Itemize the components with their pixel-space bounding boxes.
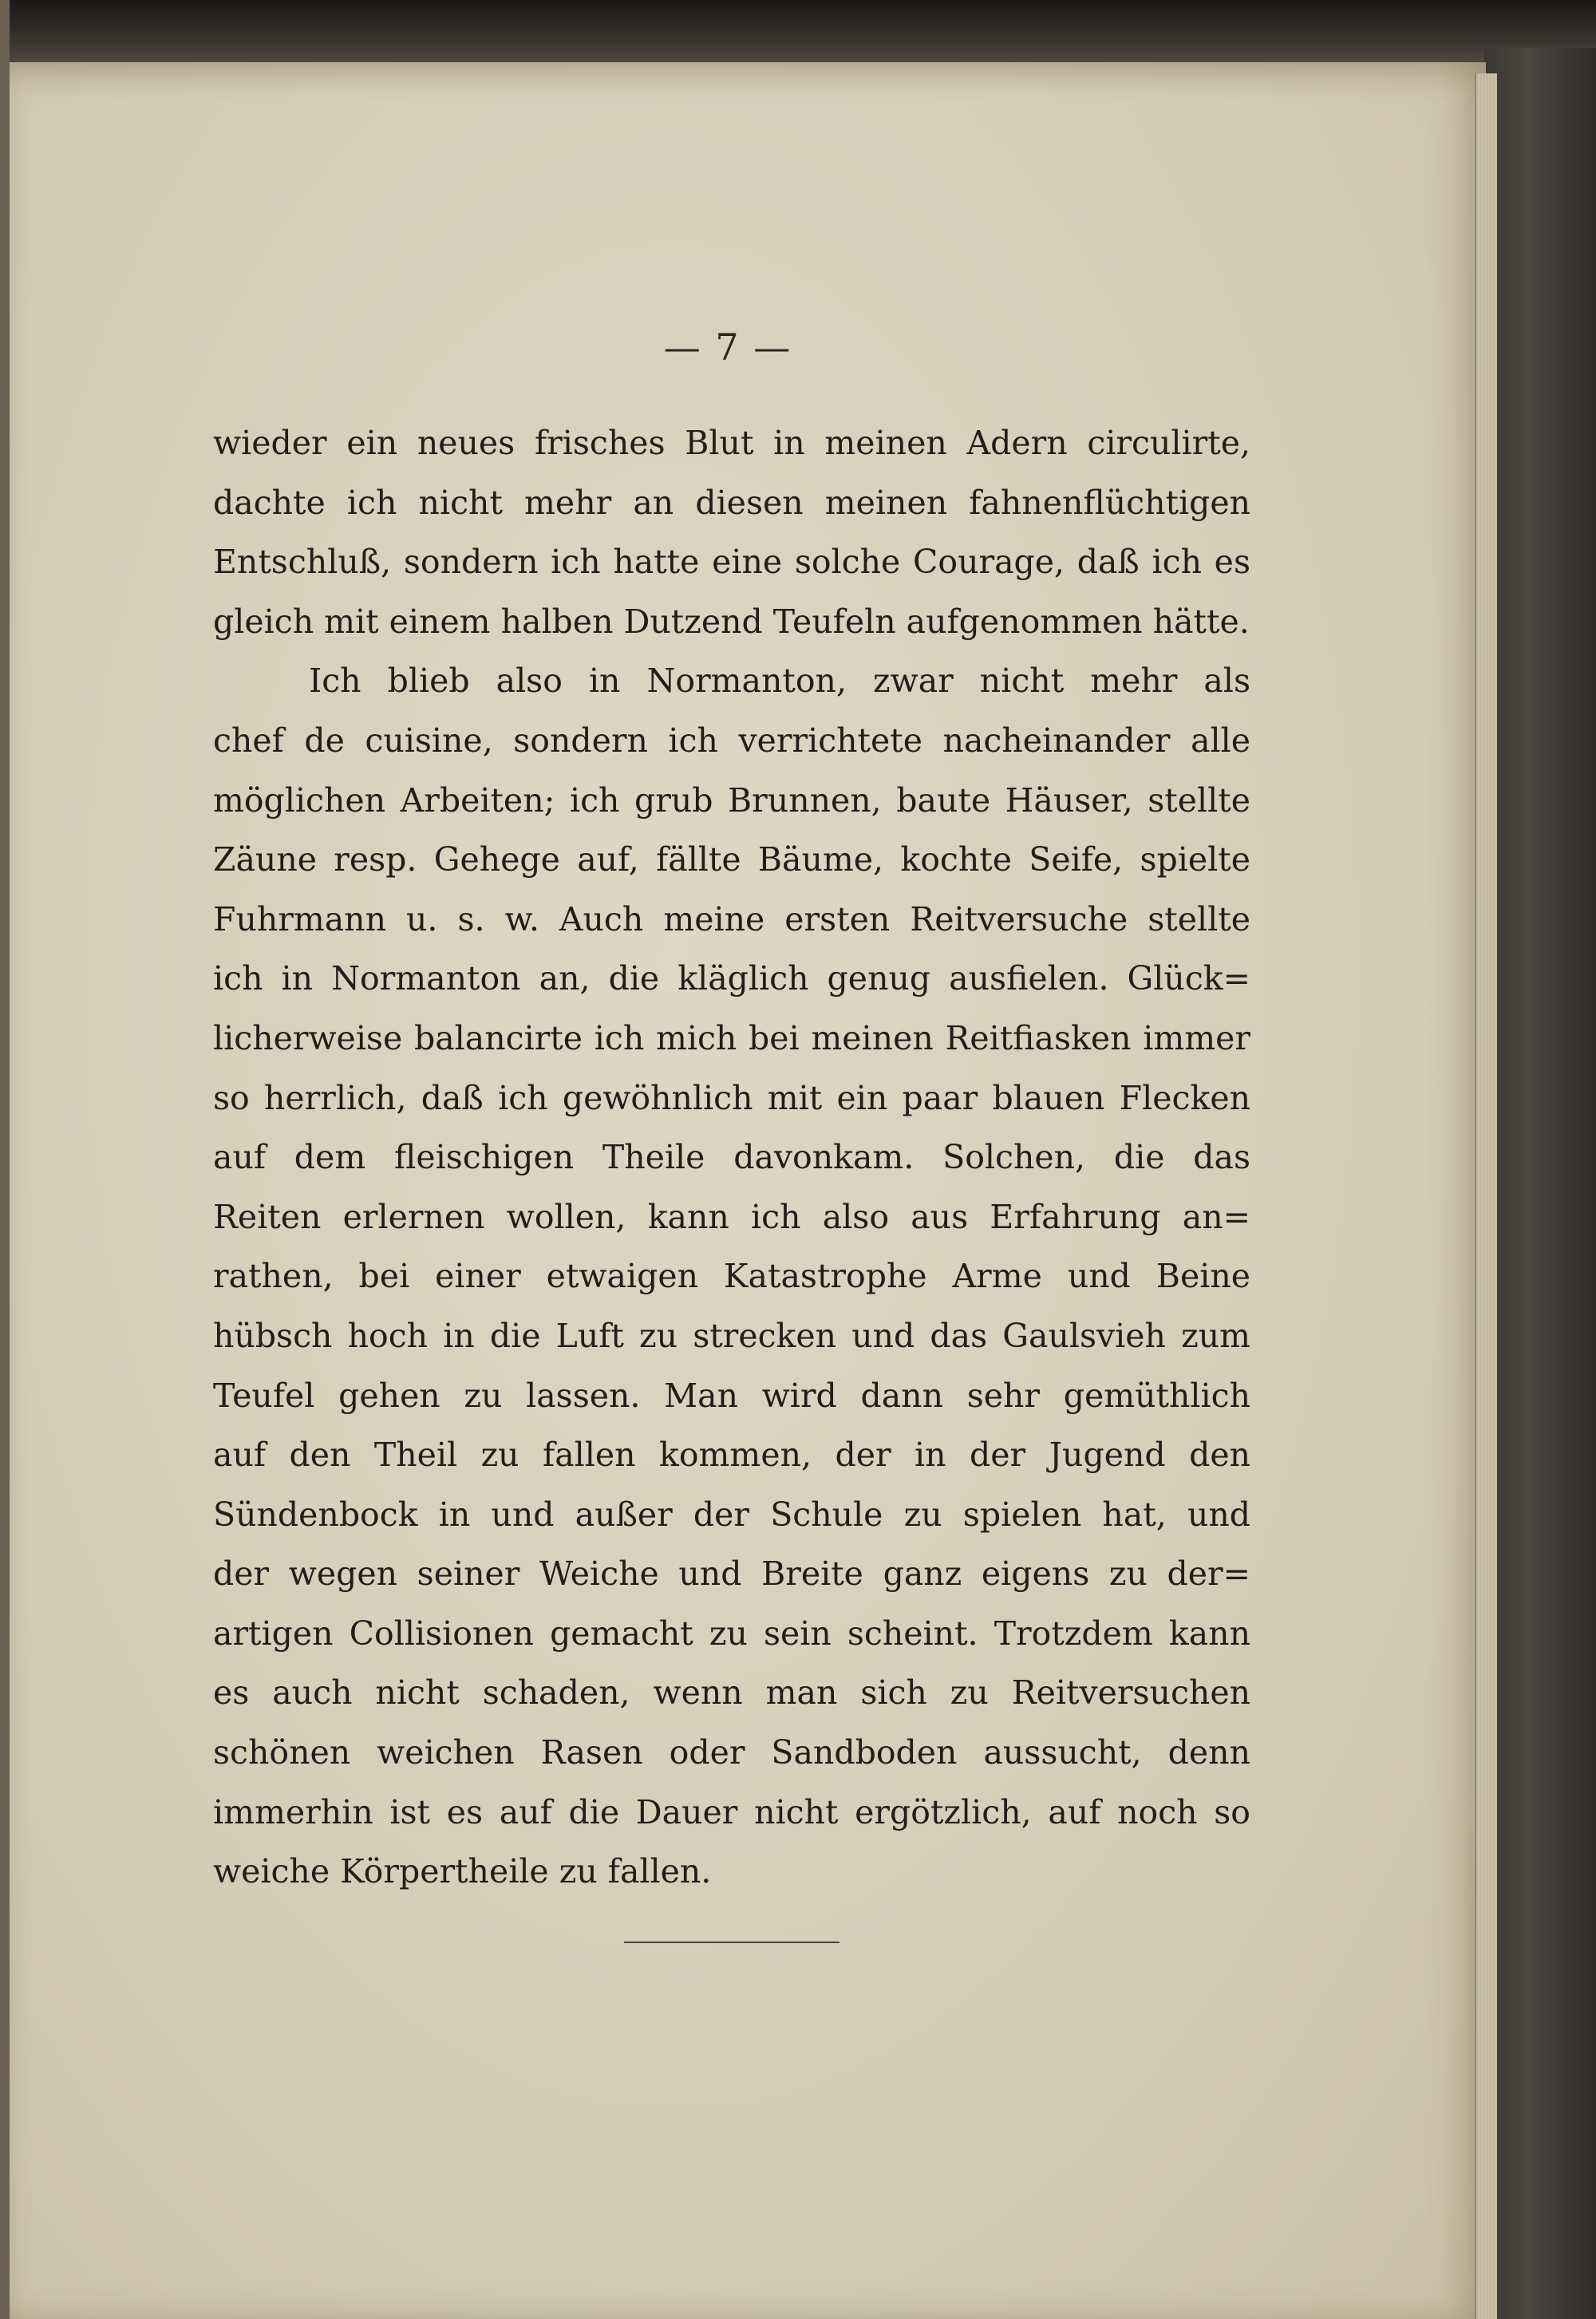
text-line: weiche Körpertheile zu fallen. bbox=[213, 1852, 712, 1891]
text-line: chef de cuisine, sondern ich verrichtete nacheinander alle bbox=[213, 721, 1250, 760]
text-line: Entschluß, sondern ich hatte eine solche Courage, daß ich es bbox=[213, 543, 1250, 582]
text-line: gleich mit einem halben Dutzend Teufeln aufgenommen hätte. bbox=[213, 602, 1250, 641]
text-line: Sündenbock in und außer der Schule zu spielen hat, und bbox=[213, 1495, 1250, 1534]
text-line: Teufel gehen zu lassen. Man wird dann sehr gemüthlich bbox=[213, 1376, 1250, 1415]
text-line: es auch nicht schaden, wenn man sich zu Reitversuchen bbox=[213, 1673, 1250, 1713]
text-line: hübsch hoch in die Luft zu strecken und das Gaulsvieh zum bbox=[213, 1316, 1250, 1355]
text-line: der wegen seiner Weiche und Breite ganz eigens zu der= bbox=[213, 1555, 1250, 1594]
page-body-text bbox=[213, 413, 1250, 1902]
page-fore-edge bbox=[1475, 73, 1497, 2319]
text-line: schönen weichen Rasen oder Sandboden aussucht, denn bbox=[213, 1733, 1250, 1772]
text-line: ich in Normanton an, die kläglich genug ausfielen. Glück= bbox=[213, 959, 1250, 998]
text-line: auf den Theil zu fallen kommen, der in der Jugend den bbox=[213, 1436, 1250, 1475]
text-line: licherweise balancirte ich mich bei meinen Reitfiasken immer bbox=[213, 1018, 1250, 1057]
text-line: Fuhrmann u. s. w. Auch meine ersten Reitversuche stellte bbox=[213, 899, 1250, 938]
page-number: — 7 — bbox=[663, 326, 792, 369]
text-line: Zäune resp. Gehege auf, fällte Bäume, kochte Seife, spielte bbox=[213, 840, 1250, 879]
text-line: rathen, bei einer etwaigen Katastrophe Arme und Beine bbox=[213, 1257, 1250, 1296]
section-end-rule bbox=[624, 1942, 839, 1943]
text-line: immerhin ist es auf die Dauer nicht ergötzlich, auf noch so bbox=[213, 1792, 1250, 1831]
text-line: Reiten erlernen wollen, kann ich also aus Erfahrung an= bbox=[213, 1197, 1250, 1236]
text-line: möglichen Arbeiten; ich grub Brunnen, baute Häuser, stellte bbox=[213, 780, 1250, 820]
text-line: wieder ein neues frisches Blut in meinen Adern circulirte, bbox=[213, 424, 1250, 462]
text-line: so herrlich, daß ich gewöhnlich mit ein paar blauen Flecken bbox=[213, 1078, 1250, 1117]
text-line: artigen Collisionen gemacht zu sein scheint. Trotzdem kann bbox=[213, 1614, 1250, 1653]
book-page bbox=[10, 62, 1486, 2319]
text-line: dachte ich nicht mehr an diesen meinen fahnenflüchtigen bbox=[213, 483, 1250, 522]
book-cover-board bbox=[1484, 48, 1596, 2319]
text-line: auf dem fleischigen Theile davonkam. Solchen, die das bbox=[213, 1138, 1250, 1177]
scan-left-edge bbox=[0, 0, 10, 2319]
book-top-edge bbox=[0, 0, 1596, 72]
text-line: Ich blieb also in Normanton, zwar nicht mehr als bbox=[309, 662, 1250, 701]
